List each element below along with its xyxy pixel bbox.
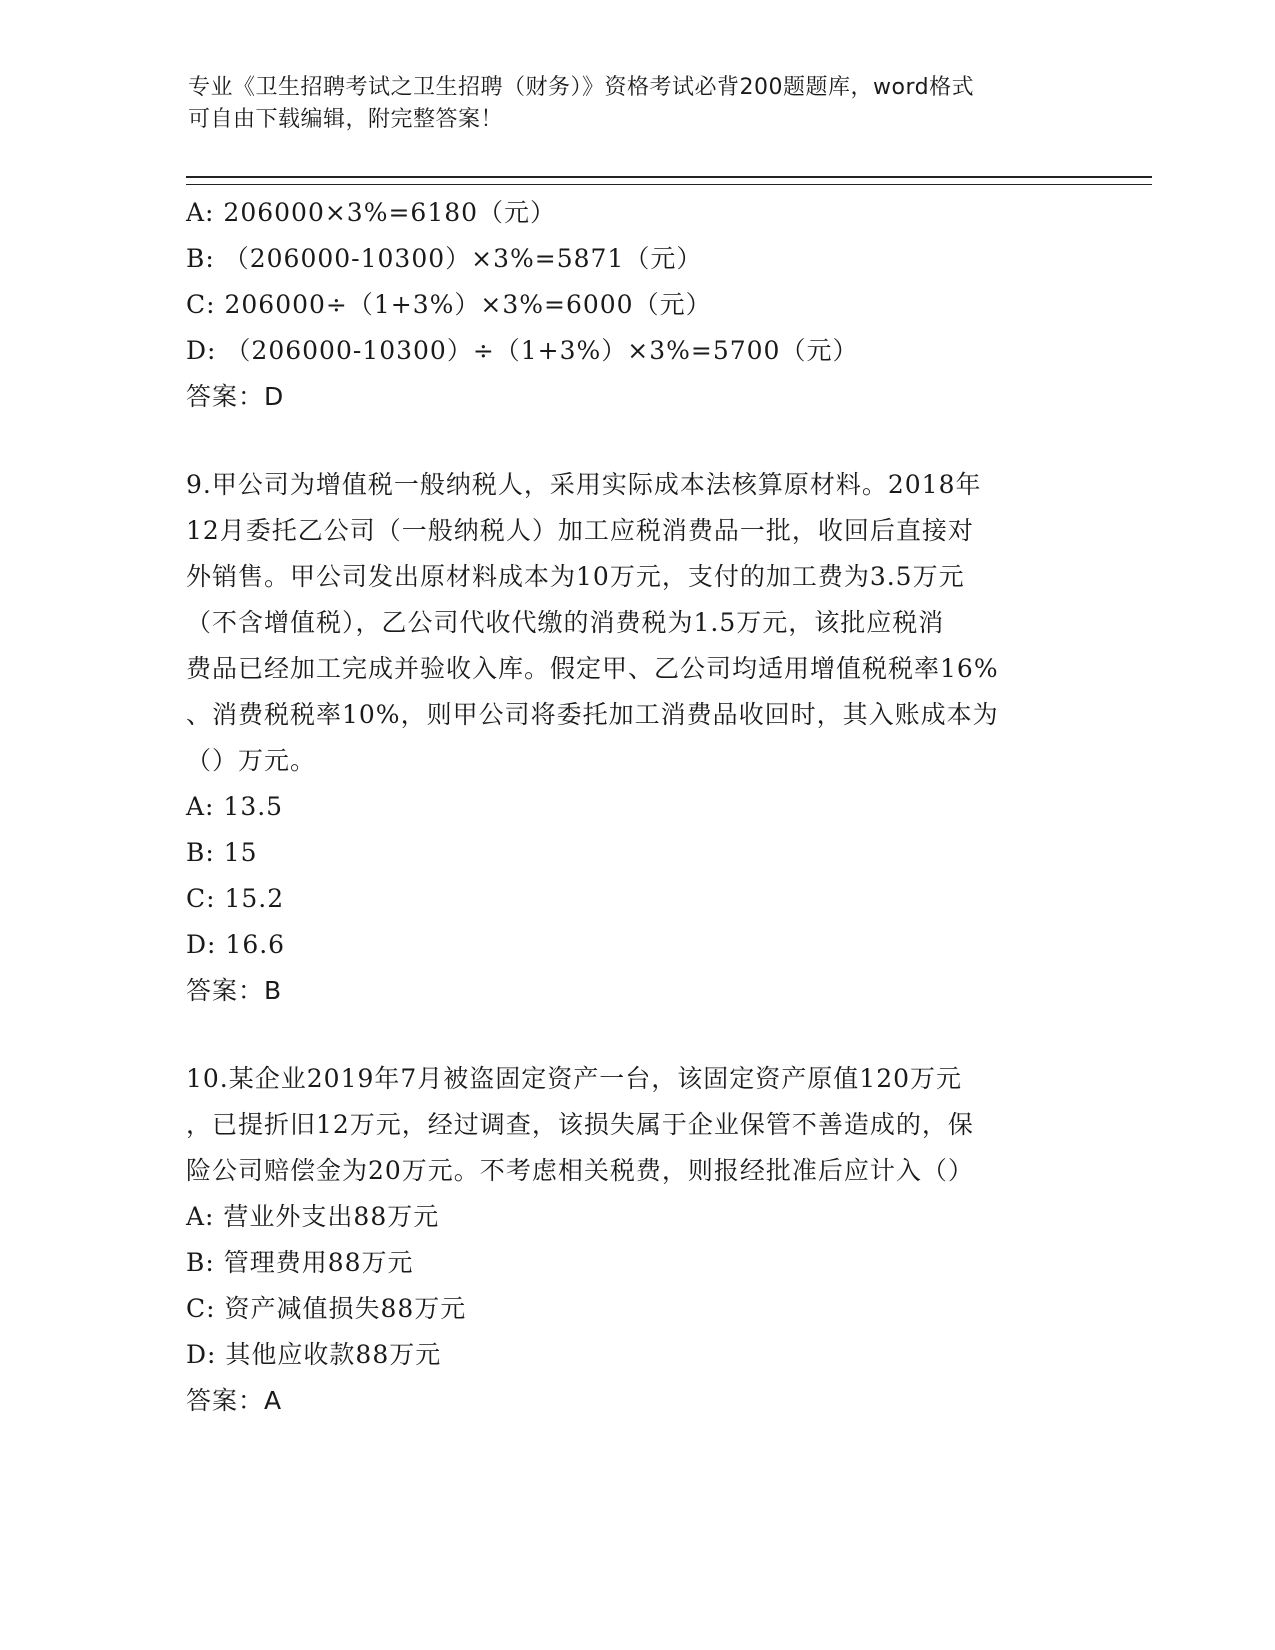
question-stem-line: 10.某企业2019年7月被盗固定资产一台，该固定资产原值120万元 (186, 1064, 963, 1093)
option-d: D: 其他应收款88万元 (186, 1340, 442, 1369)
answer: 答案：B (186, 976, 283, 1005)
header-divider (186, 176, 1152, 185)
question-stem-line: （）万元。 (186, 746, 317, 775)
question-9 (186, 462, 1086, 1014)
option-c: C: 资产减值损失88万元 (186, 1294, 467, 1323)
option-a: A: 13.5 (186, 792, 284, 821)
header-title-line-1: 专业《卫生招聘考试之卫生招聘（财务）》资格考试必背200题题库，word格式 (188, 75, 975, 100)
question-stem-line: 12月委托乙公司（一般纳税人）加工应税消费品一批，收回后直接对 (186, 516, 974, 545)
question-content (186, 190, 1086, 1424)
question-10 (186, 1056, 1086, 1424)
option-b: B: （206000-10300）×3%=5871（元） (186, 244, 703, 273)
option-d: D: （206000-10300）÷（1+3%）×3%=5700（元） (186, 336, 859, 365)
option-d: D: 16.6 (186, 930, 286, 959)
option-b: B: 15 (186, 838, 258, 867)
question-stem-line: 险公司赔偿金为20万元。不考虑相关税费，则报经批准后应计入（） (186, 1156, 974, 1185)
answer: 答案：D (186, 382, 285, 411)
question-stem-line: 、消费税税率10%，则甲公司将委托加工消费品收回时，其入账成本为 (186, 700, 999, 729)
spacer (186, 1014, 1086, 1056)
option-a: A: 206000×3%=6180（元） (186, 198, 557, 227)
question-stem-line: 费品已经加工完成并验收入库。假定甲、乙公司均适用增值税税率16% (186, 654, 999, 683)
question-stem-line: ，已提折旧12万元，经过调查，该损失属于企业保管不善造成的，保 (186, 1110, 974, 1139)
option-b: B: 管理费用88万元 (186, 1248, 414, 1277)
spacer (186, 420, 1086, 462)
question-8 (186, 190, 1086, 420)
header-title-line-2: 可自由下载编辑，附完整答案！ (188, 107, 504, 132)
question-stem-line: 外销售。甲公司发出原材料成本为10万元，支付的加工费为3.5万元 (186, 562, 965, 591)
question-stem-line: 9.甲公司为增值税一般纳税人，采用实际成本法核算原材料。2018年 (186, 470, 982, 499)
option-c: C: 206000÷（1+3%）×3%=6000（元） (186, 290, 712, 319)
question-stem-line: （不含增值税），乙公司代收代缴的消费税为1.5万元，该批应税消 (186, 608, 945, 637)
page-header (188, 72, 1068, 136)
option-a: A: 营业外支出88万元 (186, 1202, 440, 1231)
option-c: C: 15.2 (186, 884, 285, 913)
answer: 答案：A (186, 1386, 283, 1415)
